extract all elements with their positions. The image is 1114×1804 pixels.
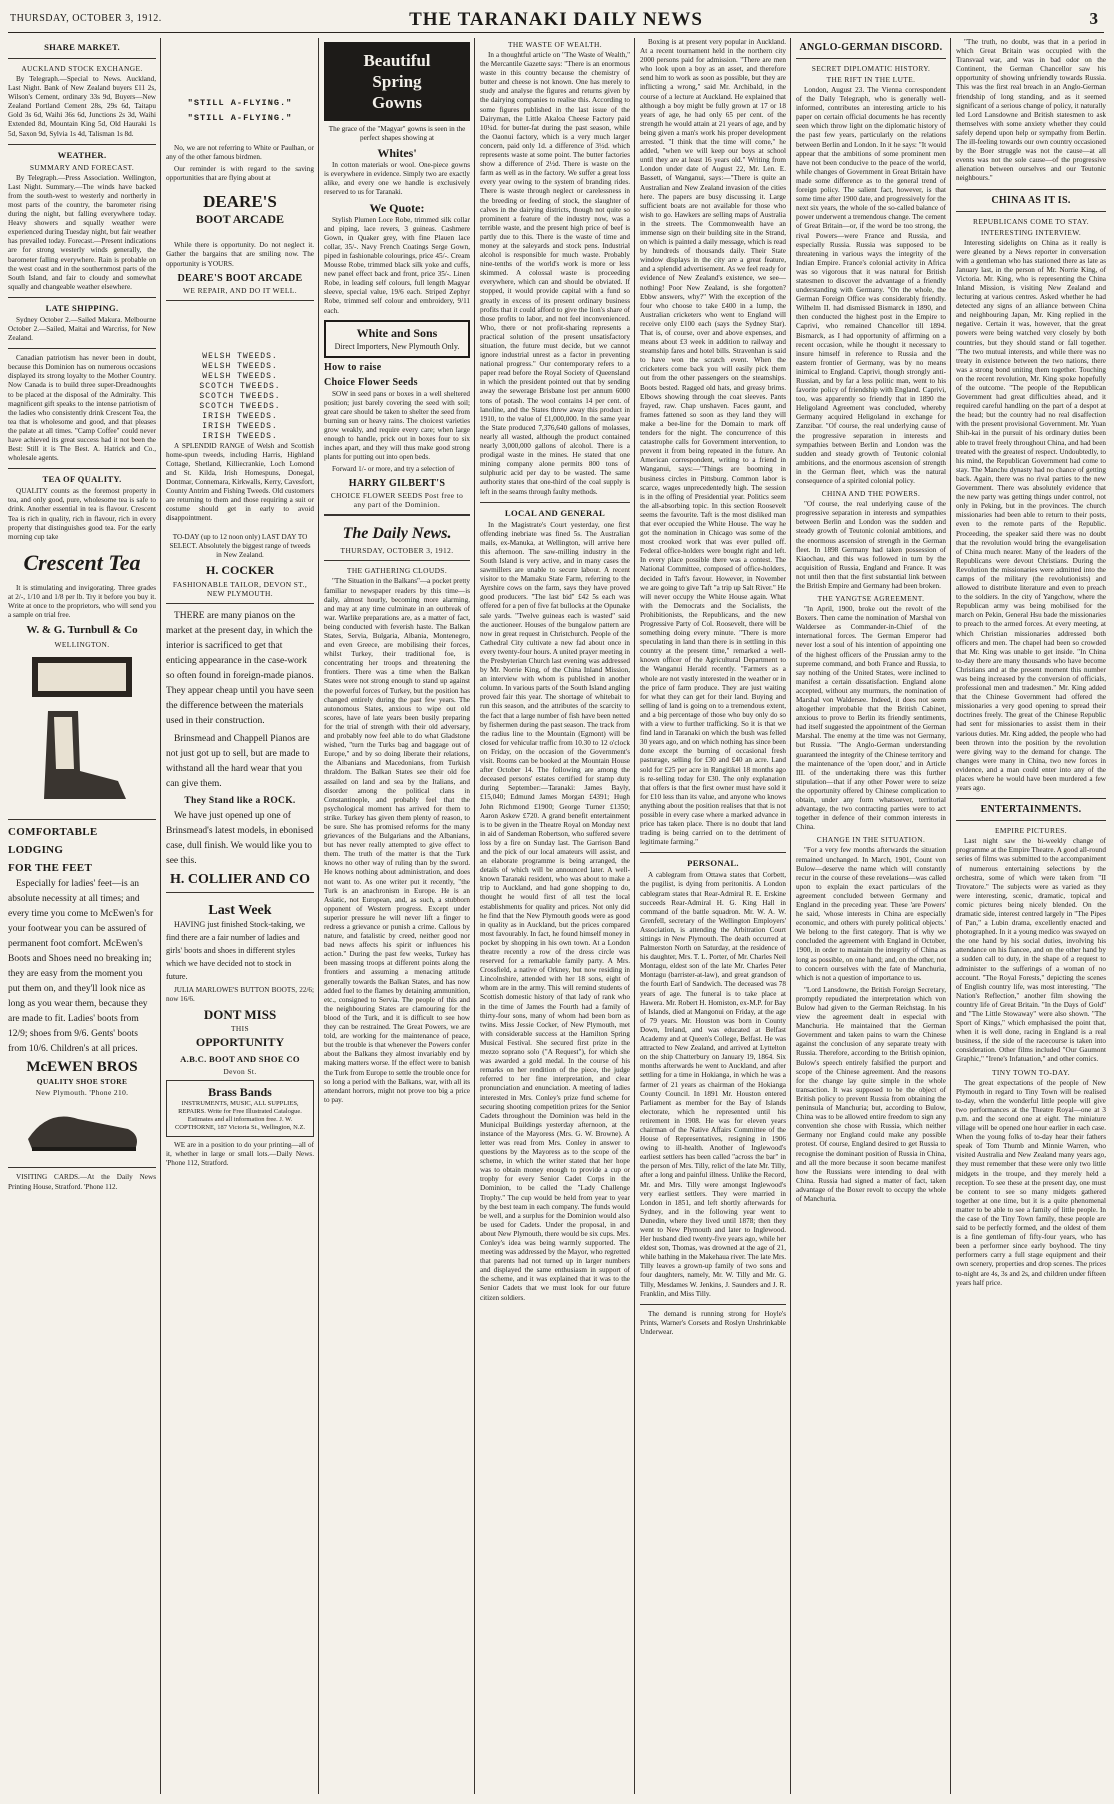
column-rule <box>950 38 951 1794</box>
tea-quality-heading: TEA OF QUALITY. <box>42 474 122 485</box>
tweeds-list <box>166 352 314 442</box>
shipping-report: Sydney October 2.—Sailed Makura. Melbourne October 2.—Sailed, Maitai and Warcriss, for New Zealand. <box>8 315 156 343</box>
gowns-text: The grace of the "Magyar" gowns is seen in the perfect shapes showing at <box>328 125 466 143</box>
tweed-item: IRISH TWEEDS. <box>202 421 278 431</box>
weather-heading: WEATHER. <box>57 149 107 160</box>
discord-article: London, August 23. The Vienna correspondent of the Daily Telegraph, who is generally well-informed, contributes an interesting article to his paper on certain official documents he has recently seen which throw light on the diplomatic history of the past few years, particularly on the relations between Berlin and London. In it he says: "It would appear that the ambitions of some prominent men have not been conducive to the peace of the world, while changes of Government in Great Britain have made some difference as to the general trend of foreign policy. The salient fact, however, is that some time after 1900 date, and progressively for the next six years, the whole of the so-called balance of power underwent a tremendous change. The cement of Great Britain—or, if the word be too strong, the rival Powers—were France and Russia, and especially Russia. Russia was supposed to be threatening in various ways the integrity of the Indian Empire. France's colonial activity in Africa was so vigorous that it was natural for British statesmen to discover the advantage of a friendly understanding with Germany. "On the whole, the German Foreign Office was considerably friendly. Wilhelm II. had dismissed Bismarck in 1890, and then conducted the highest post in the Empire to Caprivi, who remained Chancellor till 1894. Bismarck, as I had opportunity of affirming on a recent occasion, while he thought it necessary to insure himself in reference to Russia and the eastern frontier of Germany, was by no means inimical to England. Caprivi, though strongly anti-Russian, and by far a less politic man, went to his favorite policy of friendship with England. Caprivi, too, was apparently so friendly that in 1890 the Heligoland Agreement was concluded, whereby Germany acquired Heligoland in exchange for Zanzibar. "Of course, the real underlying cause of the progressive separation in interests and sympathies between Berlin and London was the sudden and steady growth of Teutonic colonial ambitions, and the enormous ascension of strength in the German fleet, which was the natural consequence of a spirited colonial policy. <box>796 86 946 486</box>
manchuria-article: "For a very few months afterwards the situation remained unchanged. In March, 1901, Count von Bulow—deserve the name which will constantly recur in the course of these revelations—was called upon to explain the exact particulars of the agreement concluded between Germany and England in the preceding year. These 'are Powers' he said, 'whose interests in China are especially economic, and others with purely political objects.' We belong to the first category. That is why we concluded the agreement with England in October, 1900, in order to maintain the integrity of China as long as possible, on one hand; and, on the other, not to concern ourselves with the fate of Manchuria, which is not a question of importance to us. <box>796 846 946 982</box>
today-text: TO-DAY (up to 12 noon only) LAST DAY TO SELECT. Absolutely the biggest range of tweeds in New Zealand. <box>169 532 311 559</box>
white-sons-subtitle: Direct Importers, New Plymouth Only. <box>334 341 460 351</box>
deare-subtitle: BOOT ARCADE <box>195 212 285 227</box>
last-week-heading: Last Week <box>208 902 272 918</box>
shoe-illustration-icon <box>8 1099 156 1159</box>
we-quote: We Quote: <box>369 200 425 215</box>
personal-heading: PERSONAL. <box>687 858 739 869</box>
boxing-article: Boxing is at present very popular in Auckland. At a recent tournament held in the northern city 2000 persons paid for admission. "There are men who look upon a boy as an asset, and therefore send him to work as soon as possible, but they are inflicting a wrong," said Mr. Archibald, in the course of a lecture at Auckland. He explained that although a boy might be fully grown at 17 or 18 years of age, he had only 65 per cent. of the strength he would attain at 21 years of age, and by being given a man's work his proper development arrested. "I think that the time will come," he added, "when we will keep our boys at school until they are at least 16 years old." Writing from London under date of August 22, Mr. Len. E. Bassett, of Wanganui, says:—"There is quite an Australian and New Zealand invasion of the cities here. The papers are busy discussing it. Large sufficient boats are not available for those who wish to go. Hawkers are selling maps of Australia in the streets. The Commonwealth have an immense sign on their building site in the Strand, on which is painted a daily message, which is read by hundreds of thousands daily. Their State window displays in the city are a great feature, and a splendid advertisement. As we feel ready for evidence of New Zealand's existence, we see—nothing! Poor New Zealand, is she forgotten? Ebbw answers, why?" With the exception of the four who choose to take £400 in a lump, the Australian cricketers who went to England will receive only £100 each (says the Sydney Star). That is, of course, over and above expenses, and means about £3 week in addition to railway and steamship fares and hotel bills. Stravenhan is said to have won the scratch event. When the cricketers come back you will easily pick them out from the other passengers on the steamships. Boots bested. Ragged old hats, and greasy brims. Elbows showing through the coat sleeves. Pants frayed, raw. Chap unshaven. Faces gaunt, and frames fattened so soon as they land they will make a bee-line for the Domain to mark off tenders for the night. The concurrence of this catastrophe calls for Government intervention, to prevent it from being repeated in the future. An American correspondent, writing to a friend in Wanganui, says:—"Things are booming in business circles in Pittsburg. Common labor is scarce, wages unprecedentedly high. The session is in the offing of Presidential year. Politics seem the all-absorbing topic. In this section Roosevelt seems the favourite. Taft is the most disliked man that ever occupied the White House. The way he got the nomination in Chicago was some of the most crooked work that was ever pulled off. Federal office-holders were bought right and left. In every place possible there was a contest. The National Committee, composed of office-holders, decided in Taft's favour. However, in November we are going to give Taft "a trip up Salt River." He will never occupy the White House again. What with the Democrats and the Socialists, the Prohibitionists, the Republicans, and the new Progressive Party of Col. Roosevelt, there will be something doing every minute. "There is more speculating in land than there is in settling in this country at the present time," remarked a well-known officer of the Agricultural Department to the Wanganui Herald recently. "Farmers as a whole are not vastly interested in the weather or in the price of farm produce. They are just waiting for what they can get for their land. Buying and selling of land is going on to a tremendous extent, and a big percentage of those who buy only do so with a view to further trafficking. So it is that we find land in Taranaki on which the bush was felled 30 years ago, and on which nothing has since been done except the burning of occasional fresh pasturage, selling for £30 and £40 an acre. Land sold for £25 per acre in Rangitikei 18 months ago is re-selling today for £30. The only explanation that offers is that the first owner must have sold it for £10 less than its value, and anyone who knows anything about the position realises that that is not possible in every case where a marked advance in price has taken place. There is no doubt that land trading is being carried on to the detriment of legitimate farming." <box>640 38 786 847</box>
whites-name: Whites' <box>377 146 417 161</box>
column-7 <box>956 38 1106 1794</box>
white-sons-ad <box>324 320 470 358</box>
personal-news: A cablegram from Ottawa states that Corbett, the pugilist, is dying from peritonitis. A London cablegram states that Rear-Admiral R. E. Erskine succeeds Rear-Admiral H. G. King Hall in command of the battle squadron. Mr. W. A. W. Grenfell, secretary of the Wellington Employers' Association, is attending the Arbitration Court sittings in New Plymouth. The death occurred at Palmerston North on Saturday, at the residence of his daughter, Mrs. T. L. Porter, of Mr. Charles Neil Montagu, eldest son of the late Mr. Charles Peter Montagu (barrister-at-law), and great grandson of the fourth Earl of Sandwich. The deceased was 78 years of age. The funeral is to take place at Hawera. Mr. Robert H. Homiston, ex-M.P. for Bay of Islands, died at Mangonui on Friday, at the age of 79 years. Mr. Houston was born in County Down, Ireland, and was educated at Belfast Academy and at Queen's College, Belfast. He was attracted to New Zealand, and arrived at Lyttelton on the ship Chatterbury on January 19, 1864. Six months afterwards he went to Auckland, and after settling for a time in Hokianga, in which he was a farmer of 21 years as chairman of the Hokianga County Council. In 1891 Mr. Houston entered Parliament as member for the Bay of Islands electorate, which he represented until his retirement in 1908. He was for eleven years chairman of the Native Affairs Committee of the House of Representatives, resigning in 1906 owing to ill-health. Another of Inglewood's earliest settlers has been called "across the bar" in the person of Mrs. Tilly, relict of the late Mr. Tilly, after a long and painful illness. Unlike the Record, Mr. and Mrs. Tilly were amongst Inglewood's very earliest settlers. They were married in London in 1851, and left shortly afterwards for Sydney, and in the following year went to Dunedin, where they lived until 1878; then they went to New Plymouth and later to Inglewood. Her husband died twenty-five years ago, while her eldest son, Thomas, was drowned at the age of 21, while bathing in the Makehaua river. The late Mrs. Tilly leaves a grown-up family of two sons and four daughters, namely, Mr. W. Tilly and Mr. G. Tilly, Mesdames W. Jenkins, J. Saunders and J. R. Franklin, and Miss Tilly. <box>640 871 786 1298</box>
clouds-heading: THE GATHERING CLOUDS. <box>346 566 448 576</box>
lodging-text: Especially for ladies' feet—is an absolute necessity at all times; and every time you come to McEwen's for your footwear you can be assured of permanent foot comfort. McEwen's Boots and Shoes need no breaking in; they are easy from the moment you put them on, and they'll look nice as long as you wear them, because they are made to fit. Ladies' boots from 12/9; shoes from 9/6. Gents' boots from 10/6. Children's at all prices. <box>8 879 154 1055</box>
last-week-text: HAVING just finished Stock-taking, we find there are a fair number of ladies and girls' boots and shoes in different styles which we have decided not to stock in future. <box>166 919 306 981</box>
collier-name: H. COLLIER AND CO <box>169 871 311 887</box>
crescent-tea-text: It is stimulating and invigorating. Three grades at 2/-, 1/10 and 1/8 per lb. Try it before you buy it. Write at once to the proprietors, who will send you a sample on trial free. <box>8 583 156 620</box>
dont-miss: DONT MISS <box>203 1006 277 1022</box>
tiny-town-heading: TINY TOWN TO-DAY. <box>991 1067 1071 1077</box>
gowns-line-3: Gowns <box>371 93 423 112</box>
flower-line-2: Choice Flower Seeds <box>324 376 418 388</box>
empire-article: Last night saw the bi-weekly change of programme at the Empire Theatre. A good all-round series of films was submitted to the accompaniment of numerous entertaining selections by the orchestra, some of which were taken from "II Trovatore." The subjects were as varied as they were interesting, scenic, dramatic, topical and comic pictures being nicely blended. On the dramatic side, interest centred largely in "The Pipes of Pan," a Lubin drama, excellently enacted and photographed. In it a young medico was swayed on the one hand by his social duties, involving his attendance on his fiancee, and on the other hand by a sudden call to duty, in the shape of a request to administer to the sufferings of a woman of no account. "The Royal Forests," depicting the scenes of English country life, was most interesting. "The Nation's Reflection," another film showing the country life of Great Britain. "In the Days of Gold" and "The Little Stowaway" were also shown. "The Sport of Kings," which emphasised the point that, when it is well done, racing in England is a real business, if the side of the racecourse is taken into consideration. Other films included "Our Gaumont Graphic," "Irene's Infatuation," and other comics. <box>956 837 1106 1064</box>
column-6 <box>796 38 946 1794</box>
still-flying-1: "STILL A-FLYING." <box>187 98 293 108</box>
tweed-item: IRISH TWEEDS. <box>202 411 278 421</box>
cocker-subtitle: FASHIONABLE TAILOR, DEVON ST., NEW PLYMOUTH. <box>172 579 308 598</box>
tweed-item: SCOTCH TWEEDS. <box>199 391 281 401</box>
column-2 <box>166 38 314 1794</box>
julia-marlowe-boots: JULIA MARLOWE'S BUTTON BOOTS, 22/6; now 16/6. <box>166 985 314 1003</box>
gowns-description: In cotton materials or wool. One-piece gowns is everywhere in evidence. Simply two are exactly alike, and every one we handle is exclusively reserved to us for Taranaki. <box>324 161 470 197</box>
yangtse-article: "In April, 1900, broke out the revolt of the Boxers. Then came the nomination of Marshal von Waldersee as Commander-in-Chief of the international forces. The German Emperor had never lost a soul of his intention of appointing one of the highest officers of the Prussian army to the supreme command, and both France and Russia, to say nothing of the United States, were inclined to manifest a certain dissatisfaction. England alone accepted, without any murmurs, the nomination of Marshal von Waldersee. Indeed, it does not seem altogether improbable that the British Cabinet, anxious to prove to Berlin its friendly sentiments, had itself suggested the appointment of the German Marshal. The enemy at the time was not Germany, but Russia. "The Anglo-German understanding guaranteed the integrity of the Chinese territory and the maintenance of the 'open door,' and in Article III. of the undertaking there was this further stipulation—that if any other Power were to seize the opportunity offered by Chinese complication to obtain, under any form whatsoever, territorial advantage, the two contracting parties were to act together in defence of their common interests in China. <box>796 605 946 832</box>
masthead-date: THURSDAY, OCTOBER 3, 1912. <box>10 13 162 24</box>
tweed-item: WELSH TWEEDS. <box>202 371 278 381</box>
crescent-tea-logo: Crescent Tea <box>23 549 141 575</box>
china-heading: CHINA AS IT IS. <box>991 194 1071 206</box>
clouds-article: "The Situation in the Balkans"—a pocket pretty familiar to newspaper readers by this time—is daily, almost hourly, becoming more alarming, and may at any time culminate in an outbreak of war. Warlike preparations are, as a matter of fact, being conducted with feverish haste. The Balkan States, Servia, Bulgaria, Albania, Montenegro, and even Greece, are mobilising their forces, whilst Turkey, their traditional foe, is concentrating her troops and threatening the frontiers. There was a time when the Balkan States were not strong enough to stand up against the powerful forces of Turkey, but the position has changed entirely during the past few years. The autonomous States, anxious to wipe out old scores, have of late years been busily preparing for the trial of strength with their old adversary, and probably now feel able to do what Gladstone wished, "turn the Turks bag and baggage out of Europe," and by so doing liberate their relations, the Albanians and Macedonians, from Turkish thraldom. The Balkan States see their old foe assailed on land and sea by the Italians, and disorder among the political clans in Constantinople, and probably feel that the psychological moment has arrived for them to strike. Turkey has given them plenty of reason, to be sure. She has promised reforms for the many grievances of the Bulgarians and the Albanians, but has never really attempted to give effect to them. The truth of the matter is that the Turk knows no other way of ruling than by the sword. He knows nothing about administration, and does not want to. As one writer put it recently, "the Turk is an anachronism in Europe. He is an Asiatic, not European, and, as such, a stubborn opponent of Western progress. Except under superior pressure he will never lift a finger to redress a grievance or punish a crime. Callous by nature, and fatalistic by creed, neither good nor bad news affects his spirit or influences his action." During the past few weeks, Turkey has been massing troops at different points along the frontiers and assuming a menacing attitude generally towards the Balkan States, and has now added fuel to the flames by detaining ammunition, etc., consigned to Servia. The people of this and the neighbouring States are clamouring for the blood of the Turk, and it is difficult to see how they can be restrained. The Great Powers, we are told, are working for the maintenance of peace, but the trouble is that whenever the Powers confer about the Balkans they almost invariably end by making matters worse. If the effect were to banish the Turk from Europe to settle the trouble once for so long a period with the Balkans, war, with all its attendant horrors, might not prove too big a price to pay. <box>324 577 470 1104</box>
gowns-ad <box>324 42 470 121</box>
abc-name: A.B.C. BOOT AND SHOE CO <box>180 1053 300 1064</box>
still-flying-2: "STILL A-FLYING." <box>187 113 293 123</box>
lodging-line-3: FOR THE FEET <box>8 862 93 875</box>
demand-ad: The demand is running strong for Hoyle's Prints, Warner's Corsets and Roslyn Unshrinkable Underwear. <box>640 1309 786 1336</box>
tweed-item: WELSH TWEEDS. <box>202 361 278 371</box>
lodging-line-1: COMFORTABLE <box>8 826 98 839</box>
empire-heading: EMPIRE PICTURES. <box>994 826 1068 836</box>
this: THIS <box>230 1023 250 1033</box>
stock-exchange-heading: AUCKLAND STOCK EXCHANGE. <box>21 64 143 73</box>
brinsmead-text: Brinsmead and Chappell Pianos are not just got up to sell, but are made to withstand all the hard wear that you can give them. <box>166 733 310 789</box>
column-1 <box>8 38 156 1794</box>
column-rule <box>318 38 319 1794</box>
china-powers-heading: CHINA AND THE POWERS. <box>821 489 921 499</box>
discord-heading: ANGLO-GERMAN DISCORD. <box>799 42 943 53</box>
mcewen-subtitle: QUALITY SHOE STORE <box>36 1077 128 1087</box>
opportunity: OPPORTUNITY <box>195 1034 285 1049</box>
stand-rock: They Stand like a ROCK. <box>184 795 296 806</box>
interview-heading: INTERESTING INTERVIEW. <box>980 227 1082 237</box>
mcewen-name: McEWEN BROS <box>26 1059 138 1076</box>
turnbull-name: W. & G. Turnbull & Co <box>26 624 138 637</box>
secret-heading: SECRET DIPLOMATIC HISTORY. <box>811 64 931 73</box>
boot-illustration-icon <box>8 651 156 811</box>
flying-text: No, we are not referring to White or Paulhan, or any of the other famous birdmen. <box>166 144 314 162</box>
column-rule <box>160 38 161 1794</box>
cocker-name: H. COCKER <box>205 562 274 577</box>
local-heading: LOCAL AND GENERAL <box>504 507 606 518</box>
column-5 <box>640 38 786 1794</box>
printing-ad: WE are in a position to do your printing—all of it, whether in large or small lots.—Daily News. 'Phone 112, Stratford. <box>166 1140 314 1168</box>
tweed-item: IRISH TWEEDS. <box>202 431 278 441</box>
daily-news-masthead: The Daily News. <box>342 525 452 543</box>
tweed-item: SCOTCH TWEEDS. <box>199 401 281 411</box>
pianos-text: THERE are many pianos on the market at the present day, in which the interior is sacrificed to get that enticing appearance in the case-work so often found in foreign-made pianos. They appear cheap until you have seen the difference between the materials used in their construction. <box>166 610 314 726</box>
share-market-heading: SHARE MARKET. <box>44 42 120 52</box>
harry-gilbert: HARRY GILBERT'S <box>348 478 446 490</box>
lodging-line-2: LODGING <box>8 844 64 857</box>
stock-report: By Telegraph.—Special to News. Auckland, Last Night. Bank of New Zealand buyers £11 2s, Wilson's Cement, ordinary 33s 9d, Buyers—New Zealand Portland Cement 28s, 29s 6d, Taitapu Gold 3s 6d, Waihi 36s 6d, Junctions 2s 3d, Waihi Extended 8d, Mountain King 5d, Old Hauraki 1s 5d, Saxon 9d, Sylvia 1s 4d, Talisman 1s 8d. <box>8 75 156 138</box>
brass-bands-ad <box>166 1080 314 1137</box>
china-powers-article: "Of course, the real underlying cause of the progressive separation in interests and sympathies between Berlin and London was the sudden and steady growth of Teutonic colonial ambitions, and the enormous ascension of strength in the German fleet. In 1898 Germany had taken possession of Kiaochau, and this was followed in turn by the acquisition of Russia, England and France. It was not until then that the first substantial link between the British Empire and Germany had been broken. <box>796 500 946 590</box>
masthead-title: THE TARANAKI DAILY NEWS <box>409 9 703 30</box>
quote-list: Stylish Plumen Loce Robe, trimmed silk collar and piping, lace revers, 3 guineas. Cashmere Gown, in Quaker grey, with fine Plauen lace collar, 35/-. Navy French Coatings Serge Gown, piped in fashionable colourings, price 45/-. Cream Mousse Robe, trimmed black silk yoke and cuffs, new panel effect back and front, price 35/-. Linen Robe, in leading self colours, full length Magyar sleeve, special value, 19/6 each. Striped Zephyr Robe, trimmed self colour and embroidery, 9/11 each. <box>324 215 470 315</box>
truth-article: "The truth, no doubt, was that in a period in which Great Britain was occupied with the Transvaal war, and was in bad odor on the Continent, the German Chancellor saw his opportunity of showing unfriendly towards Russia. This was the first real breach in an Anglo-German friendship of long standing, and as it seemed significant of a serious change of policy, it naturally led Lord Lansdowne and British statesmen to ask themselves with some anxiety whether they could safely depend upon help or sympathy from Berlin. The ill-feeling towards our own country occasioned by the Boer struggle was not the cause—at all events was not the sole cause—of the progressive alienation between ourselves and our Teutonic neighbours." <box>956 38 1106 183</box>
tiny-town-article: The great expectations of the people of New Plymouth in regard to Tiny Town will be realised to-day, when the wonderful little people will give two performances at the Theatre Royal—one at 3 p.m. and the second one at eight. The miniature village will be opened one hour earlier in each case. When the young folks of to-day hear their fathers speak of Tom Thumb and Minnie Warren, who visited Australia and New Zealand many years ago, they must remember that these were only two little midgets in the troupe, and they merely held a reception. To see these at the present day, one must be content to see so many midgets gathered together at one time, but it is a quite phenomenal matter to be able to see a family of little people. In the case of the Tiny Town family, these people are said to be perfectly formed, and the oldest of them is a fine gentleman of fifty-four years, who has been a performer since early boyhood. The tiny performers carry a full stage equipment and their own scenery, properties and drop scenes. The prices to-night are 4s, 3s and 2s, and children under fifteen years half price. <box>956 1078 1106 1287</box>
column-rule <box>634 38 635 1794</box>
harry-subtitle: CHOICE FLOWER SEEDS Post free to any part of the Dominion. <box>330 491 464 510</box>
tweeds-text: A SPLENDID RANGE of Welsh and Scottish home-spun tweeds, including Harris, Highland Cottage, Shetland, Killiecrankie, Loch Lomond and St. Kilda, Irish Homespuns, Donegal, Dontmar, Connemara, Kirkwalls, Kerry, Cavesfort, County Antrim and Fishing Tweeds. Old customers are returning to them and those requiring a suit or costume should get in early to avoid disappointment. <box>166 441 314 523</box>
lansdowne-article: "Lord Lansdowne, the British Foreign Secretary, promptly repudiated the interpretation which von Bulow had given to the German Reichstag. In his view the agreement dealt in especial with Manchuria. He maintained that the German Government and taken pains to warn the Chinese against the conclusion of any separate treaty with Russia. Therefore, according to the British opinion, Bulow's speech entirely falsified the purport and scope of the Chinese agreement. And the reasons for the change lay quite simple in the whole transaction. It was supposed to be the object of British policy to prevent Russia from obtaining the peninsula of Manchuria; but, according to Bulow, China was to be allowed entire freedom to sign any convention she chose with Russia, which neither Germany nor England could make any possible protest. Of course, England desired to get Russia to recognise the dominant position of Russia in China, and all the more because it soon became manifest how the Russians were intending to deal with China. Russia had signed a matter of fact, taken advantage of the Boxer revolt to occupy the whole of Manchuria. <box>796 985 946 1203</box>
reminder-text: Our reminder is with regard to the saving opportunities that are flying about at <box>166 165 314 183</box>
deare-footer: DEARE'S BOOT ARCADE <box>177 272 303 284</box>
tweed-item: WELSH TWEEDS. <box>202 351 278 361</box>
visiting-cards-ad: VISITING CARDS.—At the Daily News Printing House, Stratford. 'Phone 112. <box>8 1173 156 1191</box>
rock-text: We have just opened up one of Brinsmead's latest models, in ebonised case, dull finish. We would like you to see this. <box>166 810 314 866</box>
deare-title: DEARE'S <box>203 192 277 212</box>
patriotism-article: Canadian patriotism has never been in doubt, because this Dominion has on numerous occasions displayed its strong loyalty to the Mother Country. Now Canada is to build three super-Dreadnoughts to be placed at the disposal of the Admiralty. This magnificent gift speaks to the intense patriotism of the ladies who consistently drink Crescent Tea, the tea that is wholesome and good, and that pleases the palate at all times. "Camp Coffee" could never have achieved its great success had it not been the Best: Still it is The Best. A. Hatrick and Co., wholesale agents. <box>8 354 156 463</box>
manchuria-heading: CHANGE IN THE SITUATION. <box>816 835 926 845</box>
forward-text: Forward 1/- or more, and try a selection of <box>332 465 455 474</box>
white-sons-name: White and Sons <box>356 325 438 340</box>
republicans-heading: REPUBLICANS COME TO STAY. <box>973 216 1089 226</box>
flower-line-1: How to raise <box>324 361 382 373</box>
yangtse-heading: THE YANGTSE AGREEMENT. <box>817 594 925 604</box>
masthead <box>8 8 1104 33</box>
gowns-line-2: Spring <box>372 72 422 91</box>
weather-report: By Telegraph.—Press Association. Wellington, Last Night. Summary.—The winds have backed from the south-west to westerly and northerly in most parts of the country, the barometer rising during the night, but falling everywhere today. Heavy showers and squally weather were experienced during Tuesday night, but fair weather has prevailed today. Forecast.—Present indications are for strong westerly winds generally, the barometer falling everywhere. Rain is probable on the west coast and in the southernmost parts of the South Island, and fair to cloudy and somewhat squally and changeable weather elsewhere. <box>8 173 156 291</box>
waste-article: In a thoughtful article on "The Waste of Wealth," the Mercantile Gazette says: "There is an enormous waste in this country because the chemistry of butter and cheese is not known. One has merely to study and analyse the figures and returns given by the dairying companies to realise this. According to some figures published in the last issue of the Dairyman, the Little Akaloa Cheese Factory paid 10¼d. for butter-fat during the past season, while the Oaonui factory, which is a very much larger concern, paid only 1d. a difference of 3½d. which represents waste at some point. The butter factories show a difference of 2½d. There is waste on the farm as well as in the factory. We suffer a great loss every year owing to the system of branding rides. There is waste through neglect or carelessness in the breeding or feeding of stock, the slaughter of calves in the dairying districts, though not quite so prominent a feature of the industry now, was a terrible waste, and the present high price of beef is partly due to this. There is the waste of time and money at the saleyards and stock pens. Industrial alcohol is responsible for much waste. Probably nine-tenths of the world's work is more or less skimmed. A colossal waste is proceeding everywhere, which can and should be obviated. If stopped, it would provide capital with a fund so greatly in excess of its present ordinary business profits that it could afford to give the lion's share of those profits to labor, and not feel inconvenienced. Who, there or not profit-sharing represents a practical solution of the present unsatisfactory situation, the future must decide, but we cannot ignore industrial unrest as a factor in preventing national progress." Our contemporary refers to a paper read before the Royal Society of Queensland in which the president pointed out that by sending away the sewerage Brisbane lost per annum 6000 tons of potash. The wool contains 14 per cent. of lanoline, and the States threw away this product in 1910, to the value of £1,000,000. In the same year the State produced 7,376,640 gallons of molasses, nearly all wasted, although the product contained nearly 3,000,000 gallons of alcohol. There is a prodigal waste in the mines. He stated that one mining company alone permits 800 tons of sulphuric acid per day to be wasted. The same authority states that one-third of the coal supply is left in the seams through faulty methods. <box>480 51 630 496</box>
gowns-line-1: Beautiful <box>363 51 431 70</box>
daily-news-date: THURSDAY, OCTOBER 3, 1912. <box>340 546 454 556</box>
column-rule <box>790 38 791 1794</box>
local-news: In the Magistrate's Court yesterday, one first offending inebriate was fined 5s. The Australian mails, ex-Manuka, at Wellington, will arrive here this afternoon. The saw-milling industry in the South Island is very active, and in many cases the sawmillers are unable to secure labour. A recent visitor to the Mamaku State Farm, referring to the Ayrshire cows on the farm, says they have proved good producers. "The last bid" £42 5s each was offered for a pen of five fat bullocks at the Opunake sale yards. "Twelve guineas each is wasted" said the auctioneer. Houses of the bungalow pattern are now in great request in Christchurch. People of the Cathedral City cultivate a new fad about once in every twenty-four hours. A united prayer meeting in the Presbyterian Church last evening was addressed by Mr. Norrie King, of the China Inland Mission, an interview with whom is published in another column. In various parts of the South Island angling proved fair this year. The shortage of whitebait to run this season, and the attributes of the scarcity to the fact that a large number of fish have been netted by fishermen during the past season. The track from the radius line to the Mountain (Egmont) will be closed for vehicular traffic from 10.30 to 12 o'clock on Friday, on the occasion of the Government's visit. Rooms can be booked at the Mountain House after October 14. The following are among the deceased persons' estates certified for stamp duty during September:—Taranaki: James Bayly, £15,040; Edmund James Morgan £4391; Hugh John Richmond £1900; George Turner £1350; Aaron Askew £720. A grand benefit entertainment is to be given in the Theatre Royal on Monday next in aid of Sandeman Robertson, who suffered severe loss by a fire on Sunday last. The Garrison Band and the pick of our local amateurs will assist, and an elaborate programme is being arranged, the details of which will be announced later. A well-known Taranaki resident, who was about to make a trip to Auckland, and had gone shopping to do, thought he would first of all test the local establishments for quality and prices. Not only did he find that the New Plymouth goods were as good in quality as in Auckland, but the prices compared most favourably. In fact, he found himself money in pocket by shopping in his own town. At a London theatre recently a row of the dress circle was reserved for a remarkable family party. A Mrs. Crossfield, a native of Orkney, but now residing in Lincolnshire, attended with her 18 sons, eight of whom are in the army. This will remind students of Scottish domestic history of that lady of rank who in the time of James the Fourth had a family of thirty-four sons, many of whom had been born as twins. Miss Jessie Cocker, of New Plymouth, met with considerable success at the Hamilton Spring Musical Festival. She secured first prize in the mezzo soprano solo ("A Request"), for which she was awarded a gold medal. In the course of his remarks on her rendition of the piece, the judge referred to her fine interpretation, and clear pronunciation and enunciation. A meeting of ladies interested in Mrs. Conley's prize fund scheme for securing shooting competition prizes for the Senior Cadets throughout the Dominion was held in the Municipal Buildings yesterday afternoon, at the instance of the Mayoress (Mrs. G. W. Browne). A letter was read from Mrs. Conley in answer to questions by the Mayoress as to the scope of the scheme, in which the writer stated that her hope was to obtain money enough to provide a cup or trophy for every Senior Cadet Corps in the Dominion, to be called the "Lady Challenge Trophy." The cup would be held from year to year by the best team in each company. The funds would be well, and a surplus for the Dominion would also be used for Cadets. Under the proposal, in and about New Plymouth, there would be six cups. Mrs. Conley's idea was being warmly supported. The meeting was addressed by the Mayor, who regretted that parents had not turned up in larger numbers and displayed the same enthusiasm in support of the scheme, and it was explained that it was to the Senior Cadets that we must look for our future citizen soldiers. <box>480 520 630 1302</box>
deare-text: While there is opportunity. Do not neglect it. Gather the bargains that are smiling now. The opportunity is YOURS. <box>166 241 314 268</box>
turnbull-place: WELLINGTON. <box>54 640 110 650</box>
abc-address: Devon St. <box>223 1066 257 1076</box>
entertainments-heading: ENTERTAINMENTS. <box>980 804 1082 816</box>
deare-repair: WE REPAIR, AND DO IT WELL. <box>183 285 297 295</box>
column-4 <box>480 38 630 1794</box>
mcewen-address: New Plymouth. 'Phone 210. <box>35 1088 129 1098</box>
brass-bands-text: INSTRUMENTS, MUSIC, ALL SUPPLIES, REPAIRS. Write for Free Illustrated Catalogue. Estimates and all information free. J. W. COPTHORNE, 187 Victoria St., Wellington, N.Z. <box>174 1099 306 1131</box>
tea-quality-text: QUALITY counts as the foremost property in tea, and only good, pure, wholesome tea is safe to drink. Another essential in tea is flavour. Crescent Tea is rich in quality, rich in flavour, rich in every property that distinguishes good tea. For the early morning cup take <box>8 487 156 541</box>
shipping-heading: LATE SHIPPING. <box>45 302 119 313</box>
forecast-heading: SUMMARY AND FORECAST. <box>29 162 135 172</box>
column-3 <box>324 38 470 1794</box>
page-number: 3 <box>1089 9 1098 28</box>
tweed-item: SCOTCH TWEEDS. <box>199 381 281 391</box>
waste-heading: THE WASTE OF WEALTH. <box>507 40 603 49</box>
crescent-tea-ad <box>8 546 156 580</box>
china-article: Interesting sidelights on China as it really is were gleaned by a News reporter in conversation with a gentleman who has stationed there as late as January last, in the person of Mr. Norrie King, of Victoria. Mr. King, who is representing the China Inland Mission, is visiting New Zealand and lecturing at various centres. Asked whether he had detected any signs of an alliance between China and neighbouring Japan, Mr. King replied in the negative. Certain it was, however, that the great powers were being watched very closely by both countries, but they should stand or fall together. "The two mutual interests, and while there was no treaty in existence between the two nations, there was a strong bond uniting them together. Touching on the recent revolution, Mr. King spoke hopefully of the outcome. "The people of the Republican Government had great difficulties ahead, and it required careful handling on the part of a despot at the head; but the country had no real disaffection with the present provisional Government. Mr. Yuan Shih-kai in the pursuit of his ordinary duties been able to travel freely throughout China, and had been treated with the greatest of respect. Undoubtedly, to his mind, the Republican Government had come to stay. The Manchu dynasty had no chance of getting back. Again, there was no rival parties to the new Government. There was absolutely evidence that the new party was getting things under control, not only in Peking, but in the provinces. The church missionaries had been able to return to their posts, even to the remote parts of the Republic. Proceeding, the speaker said there was no doubt that the revolution would bring the evangelisation of China much nearer. Many of the leaders of the Republicans were devout Christians. During the Revolution the missionaries were admitted into the camps of the military (the revolutionists) and allowed to distribute literature and even to preach to the soldiers. In the city of Yangchow, where the Republican army was being mobilised for the march on Pekin, General Hsu bade the missionaries to preach to the armed forces. At every meeting, at which Christian missionaries addressed both officers and men. The chapel had been so crowded that Mr. King was unable to get inside. "In China to-day there are many thousands who have become Christians and at the present moment this number was being increased by the conversion of officials, professional men and tradesmen." Mr. King added that the Chinese Government had offered the missionaries a very good opening to spread their doctrines freely. The great of the Chinese Republic had sent for missionaries to assist them in their various duties. Mr. King added, the people who had been thrown into the position by the revolution were giving way to the demand for change. The changes were many in China, two new forces in evidence, and a man could enter into any of the places where he would have been murdered a few years ago. <box>956 238 1106 793</box>
brass-bands-title: Brass Bands <box>208 1084 272 1099</box>
flower-text: SOW in seed pans or boxes in a well sheltered position; just barely covering the seed with soil; great care should be taken to shelter the seed from burning sun or heavy rains. The choicest varieties grow weakly, and require every care; when large enough to handle, prick out in boxes four to six inches apart, and they will thus make good strong plants for putting out into open beds. <box>324 389 470 462</box>
column-rule <box>474 38 475 1794</box>
rift-heading: THE RIFT IN THE LUTE. <box>826 75 916 84</box>
